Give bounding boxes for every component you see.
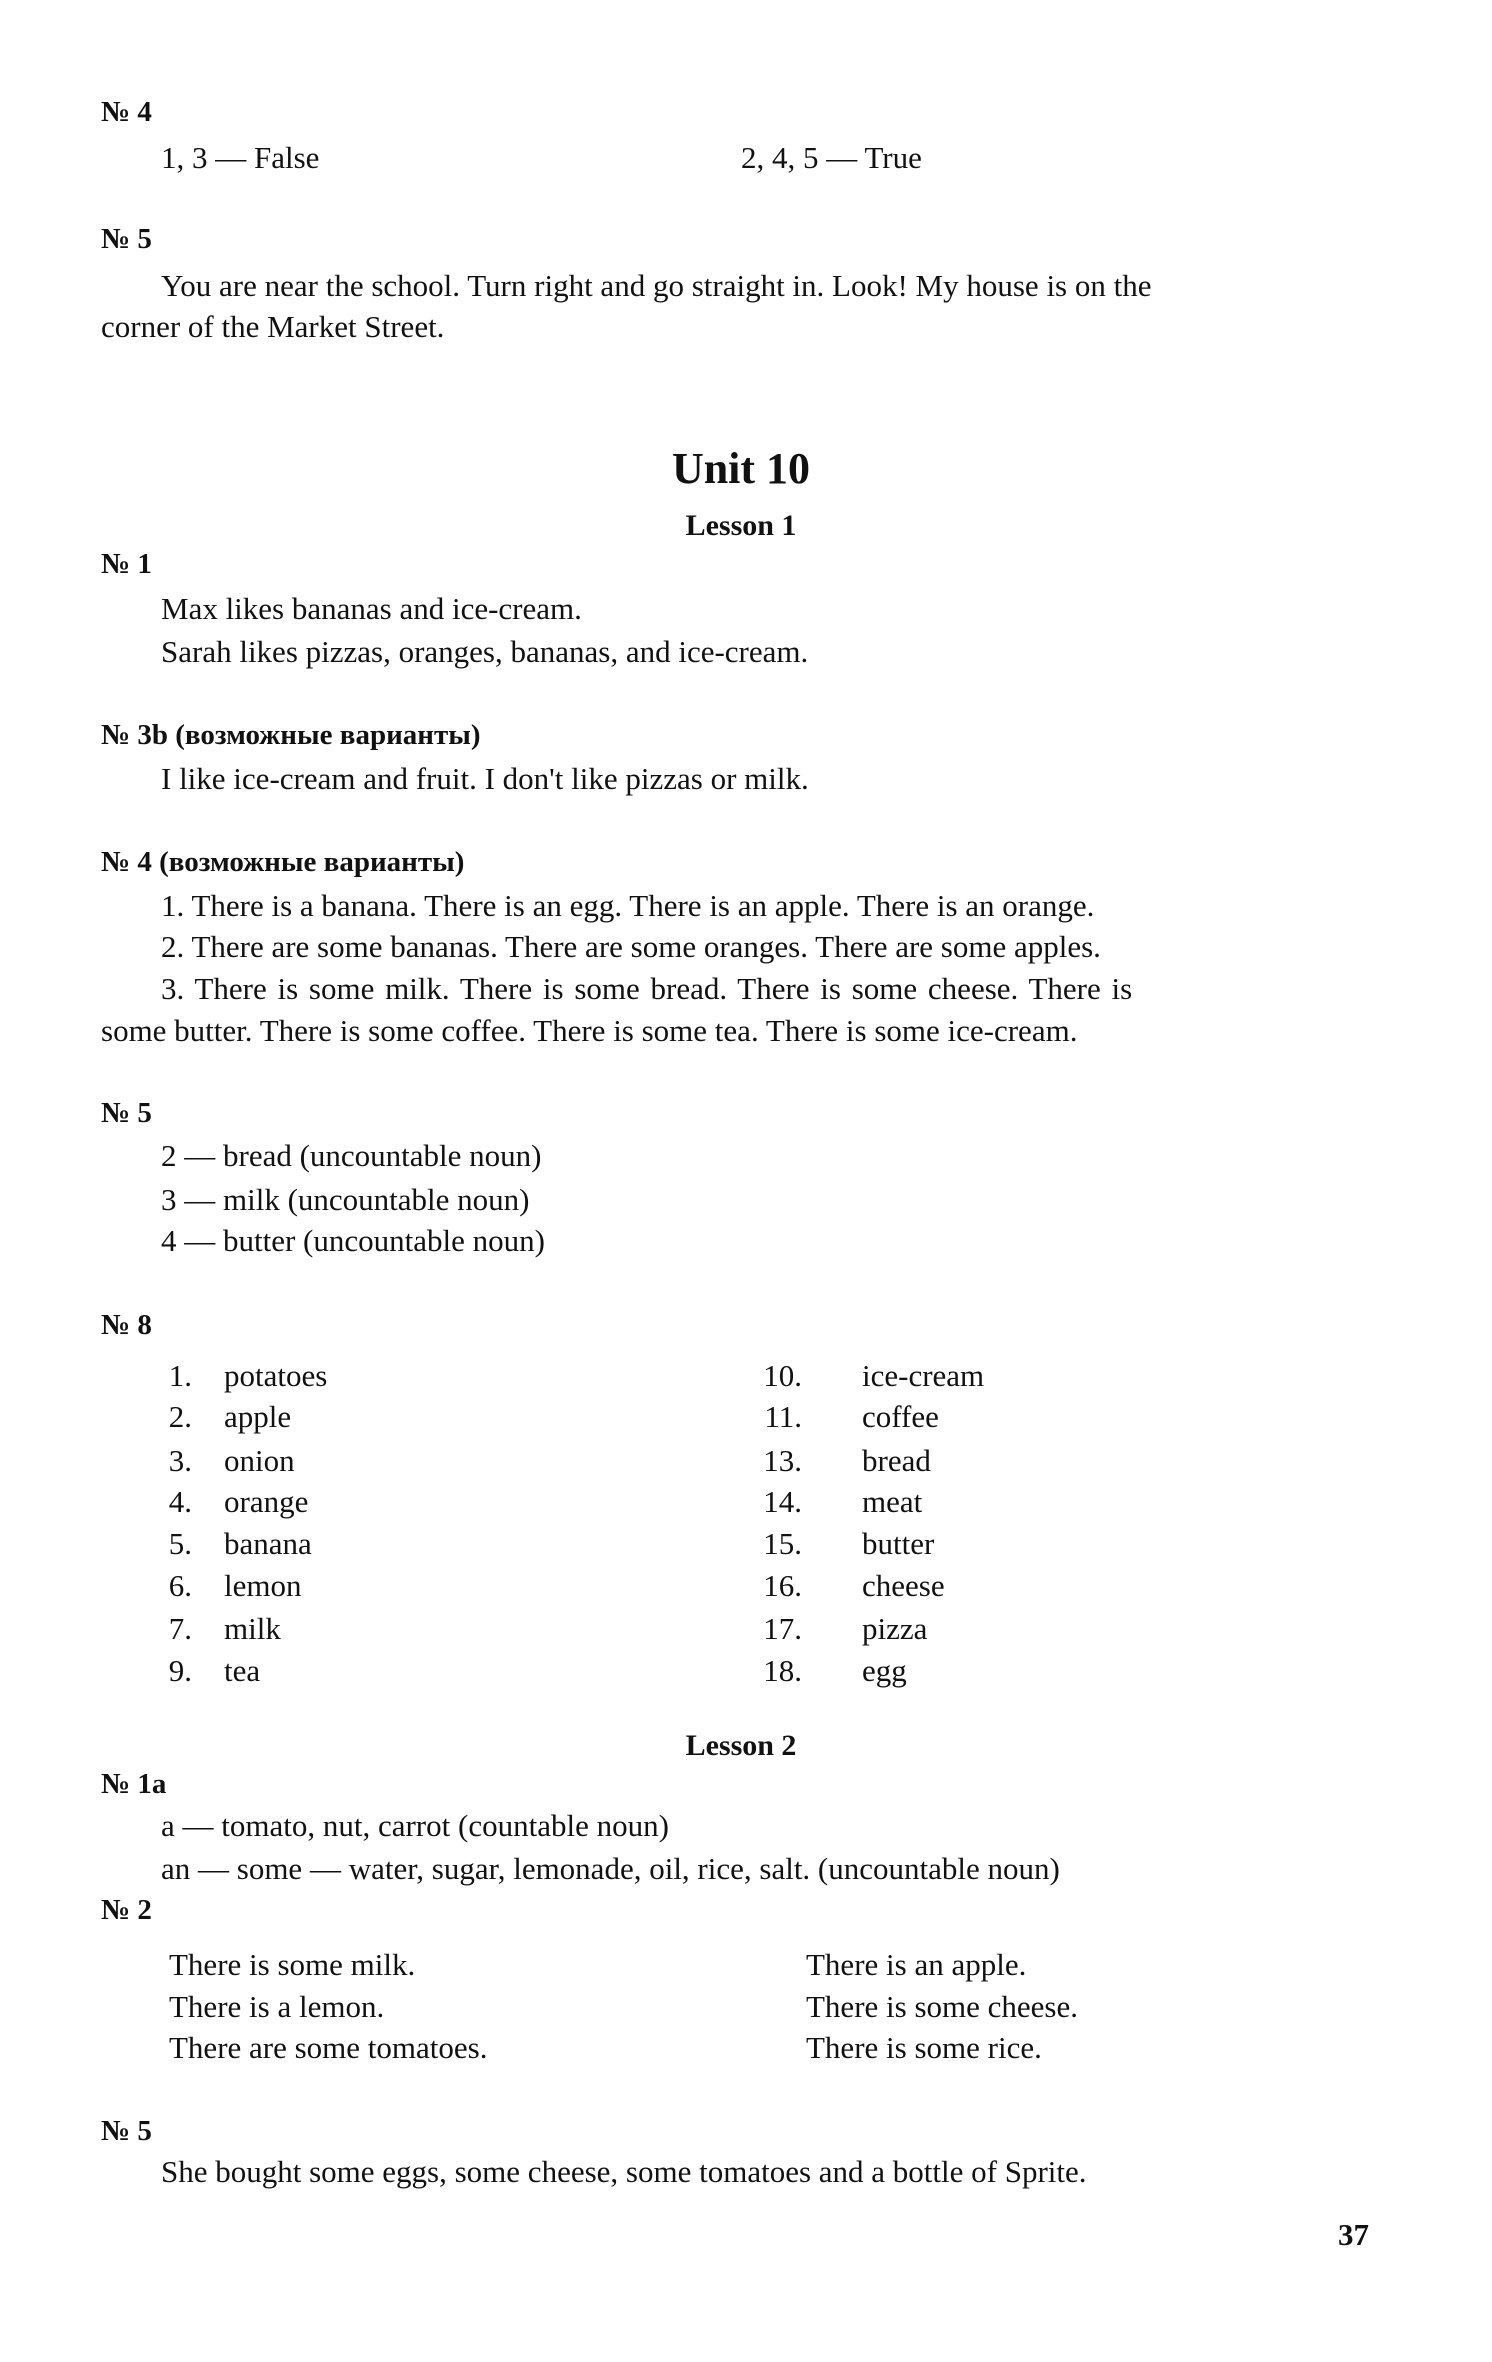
- exercise-heading: № 5: [101, 223, 152, 255]
- list-word: onion: [224, 1443, 295, 1478]
- answer-text: I like ice-cream and fruit. I don't like pizzas or milk.: [161, 761, 809, 796]
- list-number: 17.: [763, 1611, 802, 1646]
- answer-text: There are some tomatoes.: [169, 2030, 488, 2065]
- exercise-heading: № 3b (возможные варианты): [101, 719, 481, 751]
- answer-text: 2. There are some bananas. There are some oranges. There are some apples.: [161, 929, 1101, 964]
- exercise-heading: № 1: [101, 548, 152, 580]
- answer-text: Max likes bananas and ice-cream.: [161, 591, 582, 626]
- answer-text: There is some cheese.: [806, 1989, 1078, 2024]
- list-number: 2.: [168, 1399, 192, 1434]
- list-word: egg: [862, 1653, 907, 1688]
- list-number: 5.: [168, 1526, 192, 1561]
- answer-text: 2, 4, 5 — True: [741, 140, 922, 175]
- exercise-heading: № 5: [101, 2115, 152, 2147]
- answer-text: 1. There is a banana. There is an egg. There is an apple. There is an orange.: [161, 888, 1095, 923]
- answer-text: There is some milk.: [169, 1947, 416, 1982]
- list-number: 1.: [168, 1358, 192, 1393]
- list-number: 11.: [764, 1399, 802, 1434]
- answer-text: corner of the Market Street.: [101, 309, 445, 344]
- answer-text: some butter. There is some coffee. There is some tea. There is some ice-cream.: [101, 1013, 1078, 1048]
- answer-text: 4 — butter (uncountable noun): [161, 1223, 545, 1258]
- answer-text: 1, 3 — False: [161, 140, 320, 175]
- answer-text: There is some rice.: [806, 2030, 1042, 2065]
- list-number: 14.: [763, 1484, 802, 1519]
- answer-text: 3 — milk (uncountable noun): [161, 1182, 530, 1217]
- page-number: 37: [1338, 2217, 1369, 2252]
- list-number: 3.: [168, 1443, 192, 1478]
- answer-text: 2 — bread (uncountable noun): [161, 1138, 542, 1173]
- list-word: butter: [862, 1526, 935, 1561]
- answer-text: There is an apple.: [806, 1947, 1027, 1982]
- list-word: milk: [224, 1611, 281, 1646]
- lesson-title: Lesson 2: [685, 1729, 797, 1762]
- exercise-heading: № 4: [101, 96, 152, 128]
- list-word: pizza: [862, 1611, 928, 1646]
- list-word: meat: [862, 1484, 923, 1519]
- answer-text: an — some — water, sugar, lemonade, oil, rice, salt. (uncountable noun): [161, 1851, 1060, 1886]
- list-number: 9.: [168, 1653, 192, 1688]
- list-number: 13.: [763, 1443, 802, 1478]
- list-word: potatoes: [224, 1358, 328, 1393]
- exercise-heading: № 5: [101, 1097, 152, 1129]
- answer-text: There is a lemon.: [169, 1989, 385, 2024]
- exercise-heading: № 4 (возможные варианты): [101, 846, 465, 878]
- list-number: 16.: [763, 1568, 802, 1603]
- answer-text: She bought some eggs, some cheese, some tomatoes and a bottle of Sprite.: [161, 2154, 1087, 2189]
- answer-text: a — tomato, nut, carrot (countable noun): [161, 1808, 669, 1843]
- list-word: lemon: [224, 1568, 302, 1603]
- list-word: apple: [224, 1399, 292, 1434]
- list-number: 4.: [168, 1484, 192, 1519]
- list-number: 6.: [168, 1568, 192, 1603]
- exercise-heading: № 1a: [101, 1768, 167, 1800]
- answer-text: Sarah likes pizzas, oranges, bananas, and ice-cream.: [161, 634, 809, 669]
- list-word: cheese: [862, 1568, 945, 1603]
- list-word: tea: [224, 1653, 261, 1688]
- list-word: coffee: [862, 1399, 939, 1434]
- list-word: ice-cream: [862, 1358, 985, 1393]
- list-number: 7.: [168, 1611, 192, 1646]
- answer-text: 3. There is some milk. There is some bread. There is some cheese. There is: [161, 971, 1133, 1006]
- list-word: banana: [224, 1526, 312, 1561]
- exercise-heading: № 2: [101, 1894, 152, 1926]
- list-number: 18.: [763, 1653, 802, 1688]
- exercise-heading: № 8: [101, 1309, 152, 1341]
- list-number: 10.: [763, 1358, 802, 1393]
- list-word: bread: [862, 1443, 931, 1478]
- list-number: 15.: [763, 1526, 802, 1561]
- lesson-title: Lesson 1: [685, 509, 797, 542]
- unit-title: Unit 10: [671, 444, 811, 493]
- list-word: orange: [224, 1484, 309, 1519]
- answer-text: You are near the school. Turn right and go straight in. Look! My house is on the: [161, 268, 1152, 303]
